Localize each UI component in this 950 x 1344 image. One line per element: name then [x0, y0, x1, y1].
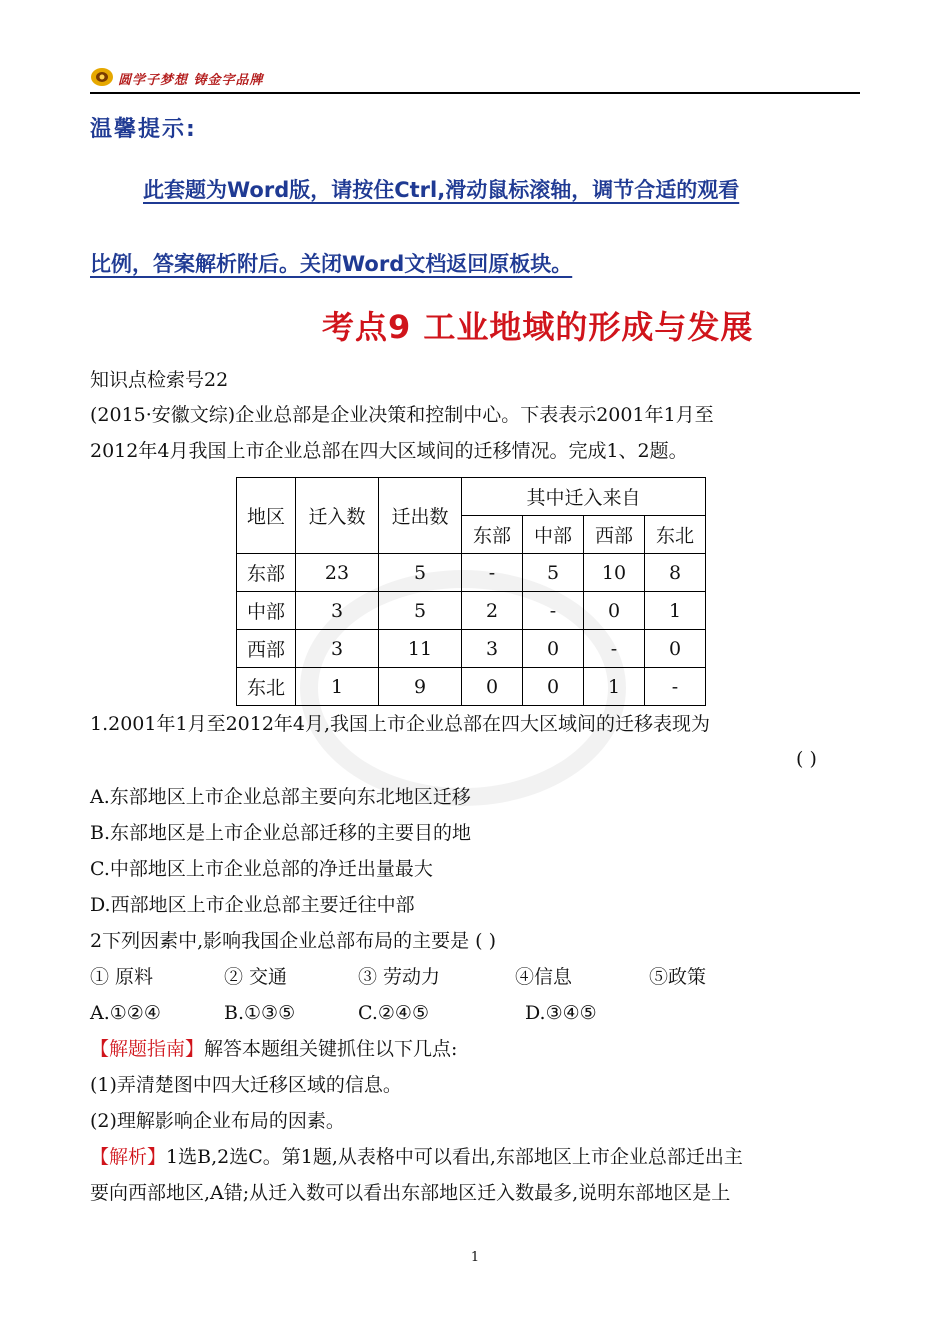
q2-option-d: D.③④⑤	[525, 1002, 597, 1024]
tip-line-1: 此套题为Word版，请按住Ctrl,滑动鼠标滚轴，调节合适的观看	[143, 178, 740, 202]
q2-factor-5: ⑤政策	[649, 966, 707, 988]
table-cell: 2	[462, 592, 523, 630]
tip-title: 温馨提示:	[90, 117, 197, 142]
table-cell: 东北	[237, 668, 296, 706]
analysis-text-1: 1选B,2选C。第1题,从表格中可以看出,东部地区上市企业总部迁出主	[166, 1146, 743, 1168]
header-in: 迁入数	[296, 478, 379, 554]
q2-option-c: C.②④⑤	[358, 1002, 429, 1024]
table-cell: 8	[645, 554, 706, 592]
analysis-label: 【解析】	[90, 1146, 167, 1168]
header-rule	[90, 92, 860, 94]
q2-option-b: B.①③⑤	[224, 1002, 296, 1024]
intro-line-2: 2012年4月我国上市企业总部在四大区域间的迁移情况。完成1、2题。	[90, 440, 688, 462]
guide-point-1: (1)弄清楚图中四大迁移区域的信息。	[90, 1074, 402, 1096]
intro-line-1: (2015·安徽文综)企业总部是企业决策和控制中心。下表表示2001年1月至	[90, 404, 714, 426]
table-cell: 0	[523, 630, 584, 668]
table-row	[237, 630, 706, 668]
subheader-west: 西部	[584, 516, 645, 554]
guide-line	[90, 1036, 457, 1062]
table-cell: 中部	[237, 592, 296, 630]
table-cell: -	[645, 668, 706, 706]
table-row	[237, 592, 706, 630]
table-cell: -	[584, 630, 645, 668]
subheader-northeast: 东北	[645, 516, 706, 554]
table-cell: 1	[296, 668, 379, 706]
header-from: 其中迁入来自	[462, 478, 706, 516]
q2-factor-3: ③ 劳动力	[358, 966, 441, 988]
q2-factor-4: ④信息	[515, 966, 573, 988]
q1-answer-paren: ( )	[796, 748, 817, 770]
subheader-east: 东部	[462, 516, 523, 554]
table-header-row	[237, 478, 706, 516]
table-cell: 1	[645, 592, 706, 630]
q1-stem: 1.2001年1月至2012年4月,我国上市企业总部在四大区域间的迁移表现为	[90, 713, 711, 735]
q1-option-c: C.中部地区上市企业总部的净迁出量最大	[90, 858, 433, 880]
table-cell: -	[523, 592, 584, 630]
header-region: 地区	[237, 478, 296, 554]
table-cell: 23	[296, 554, 379, 592]
table-cell: 0	[523, 668, 584, 706]
table-cell: 5	[379, 592, 462, 630]
table-cell: 0	[645, 630, 706, 668]
logo-icon	[90, 66, 114, 88]
q1-option-b: B.东部地区是上市企业总部迁移的主要目的地	[90, 822, 472, 844]
guide-label: 【解题指南】	[90, 1038, 205, 1060]
table-cell: 东部	[237, 554, 296, 592]
table-cell: -	[462, 554, 523, 592]
page-number: 1	[470, 1250, 480, 1265]
migration-table	[236, 477, 706, 706]
analysis-line-2: 要向西部地区,A错;从迁入数可以看出东部地区迁入数最多,说明东部地区是上	[90, 1182, 731, 1204]
guide-point-2: (2)理解影响企业布局的因素。	[90, 1110, 345, 1132]
table-cell: 5	[523, 554, 584, 592]
table-cell: 3	[462, 630, 523, 668]
table-cell: 5	[379, 554, 462, 592]
table-cell: 0	[462, 668, 523, 706]
analysis-line-1	[90, 1144, 743, 1170]
table-cell: 11	[379, 630, 462, 668]
table-cell: 9	[379, 668, 462, 706]
guide-text: 解答本题组关键抓住以下几点:	[204, 1038, 458, 1060]
page-title: 考点9 工业地域的形成与发展	[322, 308, 754, 346]
header-out: 迁出数	[379, 478, 462, 554]
table-cell: 10	[584, 554, 645, 592]
table-cell: 西部	[237, 630, 296, 668]
table-cell: 3	[296, 592, 379, 630]
table-row	[237, 668, 706, 706]
q2-factor-1: ① 原料	[90, 966, 154, 988]
page-header	[90, 62, 860, 94]
q2-stem: 2下列因素中,影响我国企业总部布局的主要是 ( )	[90, 930, 497, 952]
tip-line-2: 比例，答案解析附后。关闭Word文档返回原板块。	[90, 252, 573, 276]
q2-factor-2: ② 交通	[224, 966, 288, 988]
table-row	[237, 554, 706, 592]
q2-option-a: A.①②④	[90, 1002, 161, 1024]
table-cell: 0	[584, 592, 645, 630]
header-slogan: 圆学子梦想 铸金字品牌	[118, 73, 264, 88]
table-cell: 3	[296, 630, 379, 668]
q1-option-d: D.西部地区上市企业总部主要迁往中部	[90, 894, 415, 916]
index-line: 知识点检索号22	[90, 369, 229, 391]
q1-option-a: A.东部地区上市企业总部主要向东北地区迁移	[90, 786, 471, 808]
table-cell: 1	[584, 668, 645, 706]
subheader-central: 中部	[523, 516, 584, 554]
